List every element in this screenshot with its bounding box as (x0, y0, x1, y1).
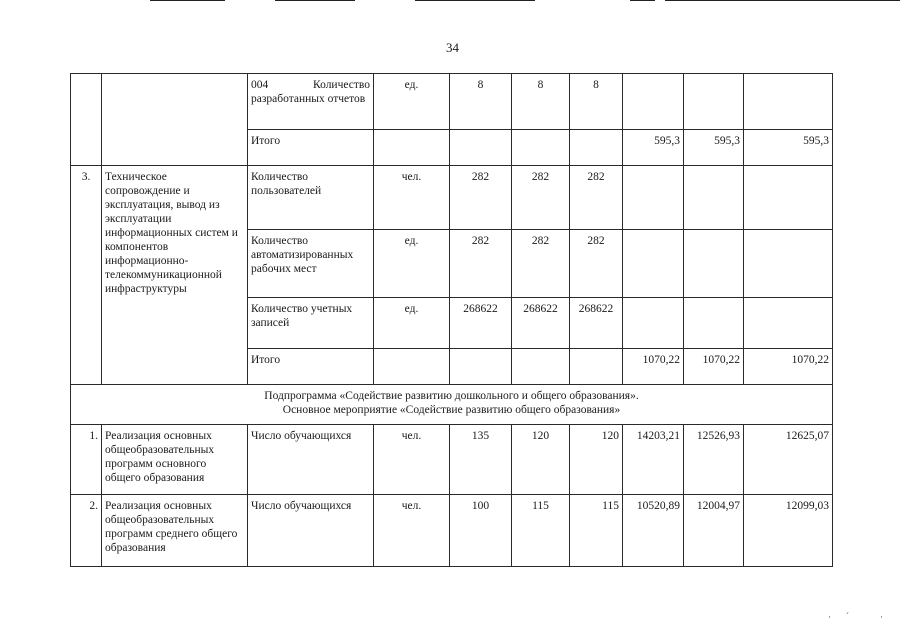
cell-finance: 1070,22 (744, 349, 833, 385)
cell-itogo-label: Итого (248, 349, 374, 385)
cell-unit: чел. (374, 495, 450, 567)
cell-finance: 595,3 (744, 130, 833, 166)
cell-finance: 1070,22 (684, 349, 744, 385)
subprogram-line2: Основное мероприятие «Содействие развитию общего образования» (282, 404, 621, 416)
cell-finance-empty (744, 166, 833, 230)
cell-finance-empty (623, 166, 684, 230)
cell-unit: чел. (374, 166, 450, 230)
top-rule-3 (415, 0, 535, 1)
cell-value: 282 (450, 166, 512, 230)
cell-empty (374, 349, 450, 385)
cell-finance-empty (684, 230, 744, 298)
cell-unit: ед. (374, 298, 450, 349)
cell-finance: 10520,89 (623, 495, 684, 567)
cell-finance: 14203,21 (623, 425, 684, 495)
cell-name-empty (102, 74, 248, 166)
cell-finance: 12526,93 (684, 425, 744, 495)
cell-value: 8 (512, 74, 570, 130)
page-number: 34 (446, 40, 459, 55)
cell-itogo-label: Итого (248, 130, 374, 166)
cell-finance-empty (623, 230, 684, 298)
cell-indicator: Количество автоматизированных рабочих мест (248, 230, 374, 298)
cell-empty (450, 349, 512, 385)
table-row-item (71, 425, 833, 495)
table-row-subprogram (71, 385, 833, 425)
cell-value: 282 (512, 166, 570, 230)
cell-finance: 1070,22 (623, 349, 684, 385)
cell-finance: 595,3 (623, 130, 684, 166)
cell-empty (570, 349, 623, 385)
scan-speck: · (880, 612, 883, 622)
cell-num-empty (71, 74, 102, 166)
cell-indicator: Количество пользователей (248, 166, 374, 230)
services-table (70, 73, 833, 567)
top-rule-4 (630, 0, 655, 1)
cell-value: 120 (570, 425, 623, 495)
cell-value: 282 (570, 166, 623, 230)
cell-value: 282 (512, 230, 570, 298)
cell-item-num: 1. (71, 425, 102, 495)
cell-empty (570, 130, 623, 166)
cell-value: 268622 (512, 298, 570, 349)
cell-finance-empty (684, 166, 744, 230)
top-rule-5 (665, 0, 900, 1)
cell-section-num: 3. (71, 166, 102, 385)
cell-indicator: 004 Количество разработанных отчетов (248, 74, 374, 130)
cell-item-name: Реализация основных общеобразовательных программ среднего общего образования (102, 495, 248, 567)
cell-empty (512, 349, 570, 385)
cell-finance: 12099,03 (744, 495, 833, 567)
table-row-item (71, 495, 833, 567)
cell-finance-empty (744, 298, 833, 349)
cell-value: 282 (450, 230, 512, 298)
cell-value: 282 (570, 230, 623, 298)
cell-value: 120 (512, 425, 570, 495)
cell-section-name: Техническое сопровождение и эксплуатация, вывод из эксплуатации информационных систем и компонентов информационно-телекоммуникационной инфраструктуры (102, 166, 248, 385)
top-rule-2 (275, 0, 355, 1)
subprogram-heading (71, 385, 833, 425)
cell-value: 135 (450, 425, 512, 495)
cell-finance-empty (623, 298, 684, 349)
cell-finance-empty (684, 74, 744, 130)
table-row-004 (71, 74, 833, 130)
cell-indicator: Число обучающихся (248, 495, 374, 567)
cell-finance-empty (684, 298, 744, 349)
cell-finance-empty (744, 74, 833, 130)
cell-value: 115 (512, 495, 570, 567)
cell-finance: 12004,97 (684, 495, 744, 567)
cell-indicator: Число обучающихся (248, 425, 374, 495)
scan-speck: ´ (846, 611, 849, 621)
cell-finance-empty (623, 74, 684, 130)
cell-unit: ед. (374, 230, 450, 298)
cell-value: 268622 (570, 298, 623, 349)
cell-item-num: 2. (71, 495, 102, 567)
cell-finance: 595,3 (684, 130, 744, 166)
cell-value: 115 (570, 495, 623, 567)
scan-speck: · (828, 612, 831, 622)
cell-finance-empty (744, 230, 833, 298)
cell-empty (450, 130, 512, 166)
top-rule-1 (150, 0, 225, 1)
cell-indicator: Количество учетных записей (248, 298, 374, 349)
table-row-users (71, 166, 833, 230)
cell-item-name: Реализация основных общеобразовательных программ основного общего образования (102, 425, 248, 495)
cell-unit: чел. (374, 425, 450, 495)
cell-value: 8 (450, 74, 512, 130)
cell-value: 8 (570, 74, 623, 130)
cell-value: 100 (450, 495, 512, 567)
cell-unit: ед. (374, 74, 450, 130)
cell-finance: 12625,07 (744, 425, 833, 495)
cell-empty (512, 130, 570, 166)
subprogram-line1: Подпрограмма «Содействие развитию дошкольного и общего образования». (264, 390, 639, 402)
cell-empty (374, 130, 450, 166)
cell-value: 268622 (450, 298, 512, 349)
